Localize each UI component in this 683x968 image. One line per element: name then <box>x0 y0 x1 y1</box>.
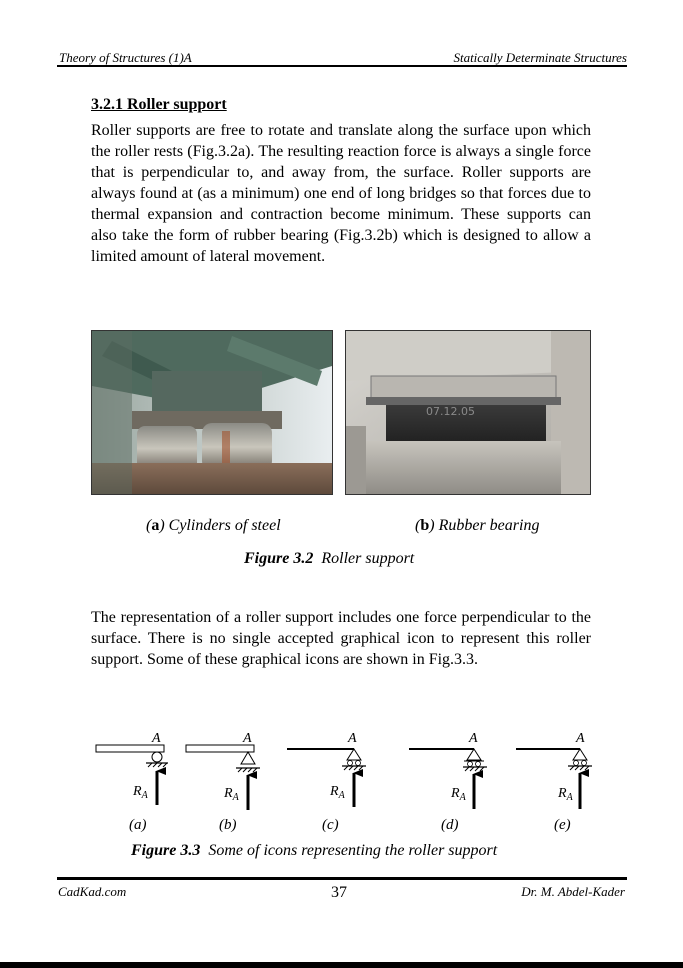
fig32-sub-a-text: Cylinders of steel <box>168 517 281 534</box>
fig33-b-force-label: $R_A$ <box>224 786 239 803</box>
fig32-caption <box>244 550 414 568</box>
fig33-icon-c <box>287 731 366 833</box>
photo-rubber-bearing <box>345 330 591 495</box>
paragraph-2: The representation of a roller support includes one force perpendicular to the surface. There is no single accepted graphical icon to represent this roller support. Some of these graphical icons are shown in Fig.3.3. <box>91 609 591 668</box>
fig33-label: Figure 3.3 <box>131 842 201 859</box>
fig33-caption <box>131 842 497 860</box>
footer-right: Dr. M. Abdel-Kader <box>521 884 625 899</box>
fig33-b-letter: (b) <box>219 817 237 833</box>
fig33-e-point-label: A <box>576 731 585 746</box>
fig33-c-letter: (c) <box>322 817 339 833</box>
fig32-sub-a-letter: a <box>151 517 160 534</box>
fig33-icon-e <box>516 731 592 833</box>
fig33-c-force-label: $R_A$ <box>330 784 345 801</box>
fig33-a-letter: (a) <box>129 817 147 833</box>
fig32-sub-b-letter: b <box>420 517 430 534</box>
photo-cylinders-of-steel <box>91 330 333 495</box>
fig33-c-point-label: A <box>348 731 357 746</box>
fig33-e-letter: (e) <box>554 817 571 833</box>
fig32-label: Figure 3.2 <box>244 550 314 567</box>
fig33-caption-text: Some of icons representing the roller support <box>208 842 498 859</box>
paragraph-1: Roller supports are free to rotate and translate along the surface upon which the roller rests (Fig.3.2a). The resulting reaction force is always a single force that is perpendicular to, and away from, the surface. Roller supports are always found at (as a minimum) one end of long bridges so that forces due to thermal expansion and contraction become minimum. These supports can also take the form of rubber bearing (Fig.3.2b) which is designed to allow a limited amount of lateral movement. <box>91 122 591 265</box>
page-number: 37 <box>331 884 347 901</box>
header-right: Statically Determinate Structures <box>453 50 627 65</box>
fig33-e-force-label: $R_A$ <box>558 786 573 803</box>
fig33-icon-d <box>409 731 487 833</box>
section-title: 3.2.1 Roller support <box>91 96 227 113</box>
fig33-d-letter: (d) <box>441 817 459 833</box>
fig33-d-point-label: A <box>469 731 478 746</box>
bearing-stamp-text: 07.12.05 <box>426 405 475 418</box>
header-left: Theory of Structures (1)A <box>59 50 192 65</box>
fig33-a-point-label: A <box>152 731 161 746</box>
fig33-a-force-label: $R_A$ <box>133 784 148 801</box>
fig33-icon-b <box>186 731 260 833</box>
fig33-b-point-label: A <box>243 731 252 746</box>
bottom-border <box>0 962 683 968</box>
fig33-icon-a <box>96 731 168 833</box>
fig33-d-force-label: $R_A$ <box>451 786 466 803</box>
fig32-sub-b-text: Rubber bearing <box>438 517 540 534</box>
footer-rule <box>57 877 627 880</box>
fig32-subcaption-a: (a) Cylinders of steel <box>146 517 281 534</box>
fig32-subcaption-b: (b) Rubber bearing <box>415 517 540 534</box>
header-rule <box>57 65 627 67</box>
footer-left: CadKad.com <box>58 884 127 899</box>
fig32-caption-text: Roller support <box>321 550 415 567</box>
fig33-icons <box>0 725 683 840</box>
